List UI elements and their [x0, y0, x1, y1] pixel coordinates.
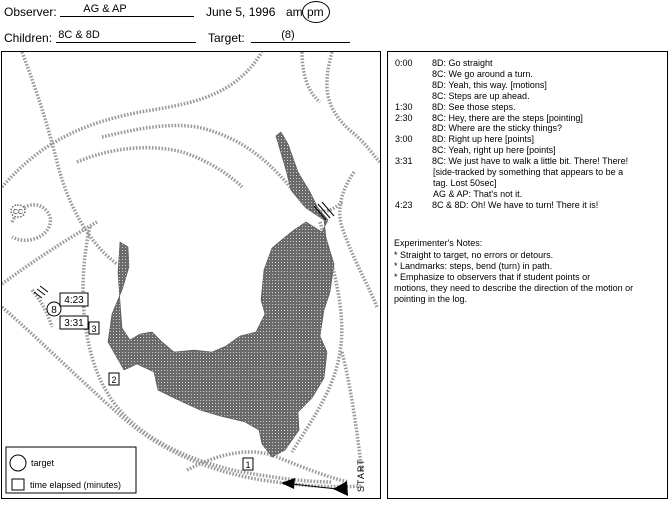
time-label-331: 3:31: [64, 318, 84, 329]
ampm-pm: pm: [307, 5, 324, 19]
log-text: AG & AP: That's not it.: [433, 188, 523, 199]
log-time: 3:00: [395, 134, 413, 145]
path-upper-loop-inner: [77, 148, 242, 187]
note-line: pointing in the log.: [394, 294, 468, 304]
log-text: 8D: Where are the sticky things?: [432, 123, 563, 134]
legend-target-icon: [10, 455, 26, 471]
log-text: 8D: Go straight: [432, 58, 493, 68]
legend-time-icon: [12, 479, 24, 490]
map-panel: [1, 51, 381, 499]
note-line: * Emphasize to observers that if student points or: [394, 272, 591, 282]
pm-circle: [302, 1, 330, 23]
note-line: * Landmarks: steps, bend (turn) in path.: [394, 261, 553, 271]
note-line: * Straight to target, no errors or detours.: [394, 250, 554, 260]
log-text: 8C & 8D: Oh! We have to turn! There it is!: [432, 199, 599, 210]
log-text: 8C: Steps are up ahead.: [432, 90, 530, 101]
notes-title: Experimenter's Notes:: [394, 238, 483, 248]
corner-label: CC: [12, 209, 24, 216]
log-time: 3:31: [395, 156, 413, 167]
target-line: [251, 42, 350, 43]
log-text: [side-tracked by something that appears to be a: [433, 167, 624, 177]
legend: [6, 447, 136, 493]
log-text: 8C: Yeah, right up here [points]: [432, 145, 556, 156]
legend-time-text: time elapsed (minutes): [30, 480, 122, 490]
path-right-side: [340, 172, 377, 307]
log-text: 8D: See those steps.: [432, 101, 516, 112]
children-line: [56, 42, 196, 43]
children-label: Children:: [4, 31, 53, 45]
log-text: 8C: We just have to walk a little bit. There! There!: [432, 156, 629, 167]
waypoint-1: 1: [245, 460, 251, 470]
notes-panel: [387, 51, 668, 499]
note-line: motions, they need to describe the direction of the motion or: [394, 283, 634, 293]
log-text: 8D: Yeah, this way. [motions]: [432, 79, 547, 90]
start-label: START: [356, 458, 366, 492]
pond: [108, 132, 334, 457]
children-value: 8C & 8D: [58, 29, 100, 41]
log-text: 8D: Right up here [points]: [432, 134, 535, 145]
target-value: (8): [281, 29, 295, 41]
target-marker: 8: [51, 305, 57, 316]
path-top-curve: [2, 52, 262, 187]
log-text: 8C: Hey, there are the steps [pointing]: [432, 112, 583, 123]
log-text: tag. Lost 50sec]: [433, 177, 497, 188]
path-top-right: [327, 52, 381, 164]
log-time: 1:30: [395, 101, 413, 112]
observer-label: Observer:: [4, 5, 57, 19]
log-time: 4:23: [395, 199, 413, 210]
ampm-am: am: [286, 5, 303, 19]
path-left-wide: [22, 52, 117, 264]
path-right-bottom: [342, 352, 362, 472]
path-top-right-2: [302, 52, 320, 102]
observer-line: [60, 16, 194, 17]
target-label: Target:: [208, 31, 245, 45]
waypoint-3: 3: [91, 324, 97, 334]
log-time: 2:30: [395, 112, 413, 123]
observation-date: June 5, 1996: [206, 5, 276, 19]
waypoint-2: 2: [111, 375, 117, 385]
log-time: 0:00: [395, 58, 413, 68]
legend-target-text: target: [31, 458, 55, 468]
observer-value: AG & AP: [83, 3, 127, 15]
log-text: 8C: We go around a turn.: [432, 68, 533, 79]
time-label-423: 4:23: [64, 295, 84, 306]
campus-map: [2, 52, 381, 499]
